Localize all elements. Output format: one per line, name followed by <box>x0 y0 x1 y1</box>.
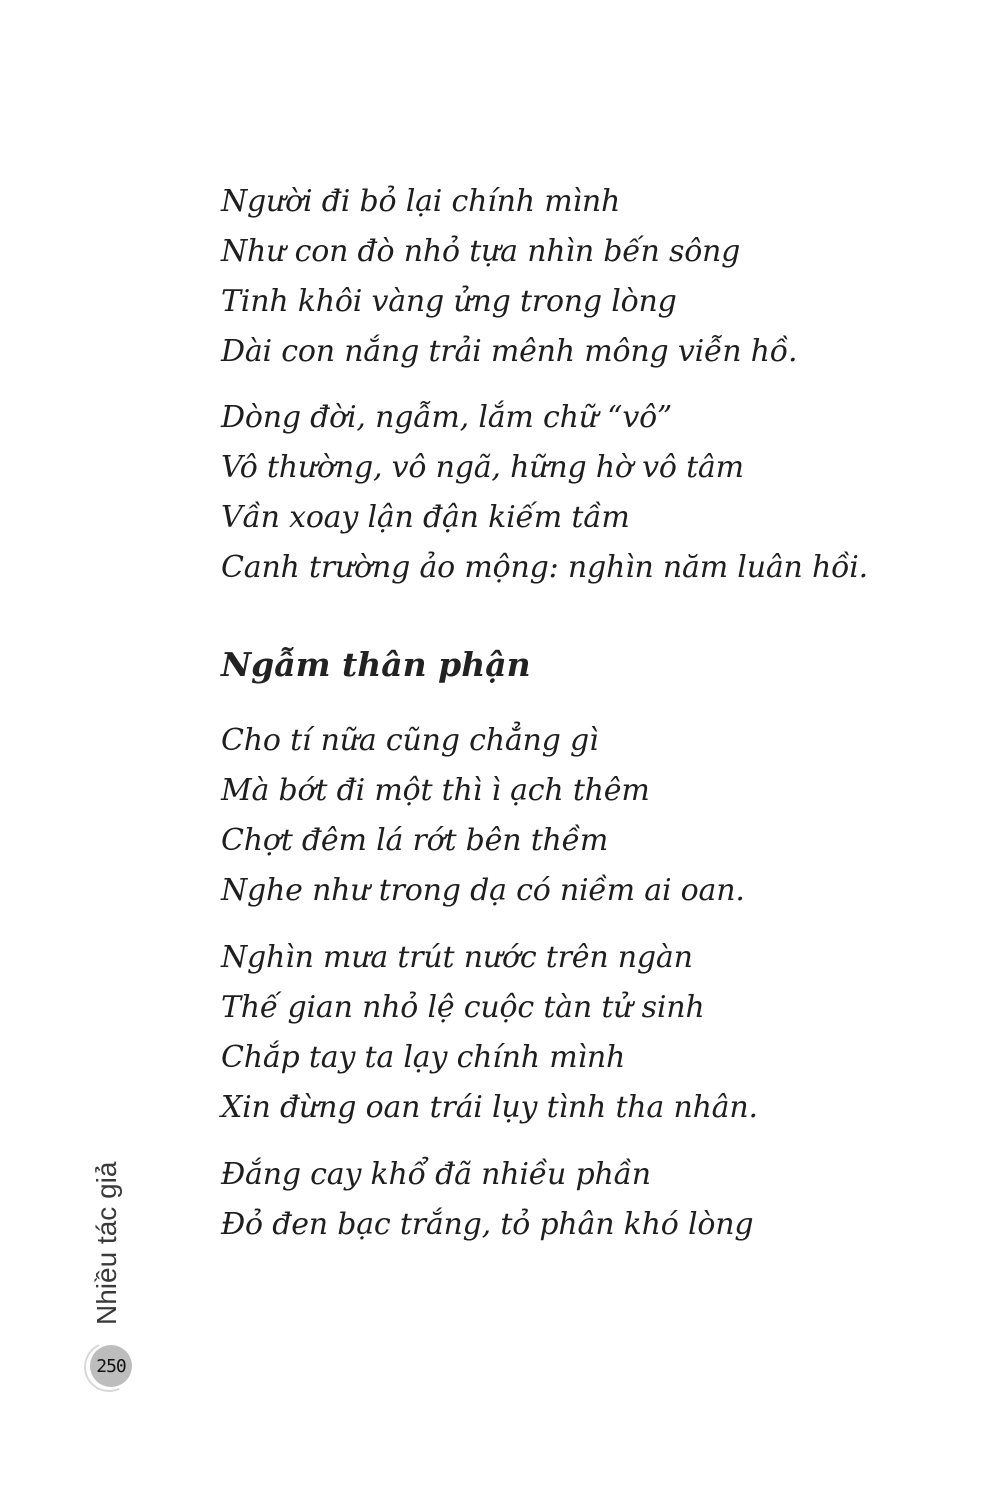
page-number-badge <box>84 1342 136 1394</box>
poem-line: Nghìn mưa trút nước trên ngàn <box>221 940 693 975</box>
stanza-3 <box>221 716 745 916</box>
poem-line: Đắng cay khổ đã nhiều phần <box>221 1157 651 1192</box>
poem-line: Vần xoay lận đận kiếm tầm <box>221 500 630 535</box>
poem-line: Tinh khôi vàng ửng trong lòng <box>221 284 677 319</box>
poem-line: Người đi bỏ lại chính mình <box>221 184 621 219</box>
poem-line: Nghe như trong dạ có niềm ai oan. <box>221 873 745 908</box>
stanza-5 <box>221 1150 753 1250</box>
page-number: 250 <box>96 1355 126 1377</box>
poem-line: Chắp tay ta lạy chính mình <box>221 1040 626 1075</box>
stanza-1 <box>221 177 797 377</box>
poem-line: Dòng đời, ngẫm, lắm chữ “vô” <box>221 400 673 435</box>
poem-line: Thế gian nhỏ lệ cuộc tàn tử sinh <box>221 990 705 1025</box>
running-header-author: Nhiều tác giả <box>91 1161 122 1325</box>
stanza-4 <box>221 933 758 1133</box>
poem-line: Xin đừng oan trái lụy tình tha nhân. <box>221 1090 758 1125</box>
poem-line: Mà bớt đi một thì ì ạch thêm <box>221 773 650 808</box>
poem-title: Ngẫm thân phận <box>221 645 531 684</box>
poem-line: Dài con nắng trải mênh mông viễn hồ. <box>221 334 798 369</box>
poem-line: Cho tí nữa cũng chẳng gì <box>221 723 599 758</box>
poem-line: Chợt đêm lá rớt bên thềm <box>221 823 609 858</box>
poem-line: Đỏ đen bạc trắng, tỏ phân khó lòng <box>221 1207 754 1242</box>
poem-line: Canh trường ảo mộng: nghìn năm luân hồi. <box>221 550 868 585</box>
poem-line: Vô thường, vô ngã, hững hờ vô tâm <box>221 450 744 485</box>
page-number-circle <box>90 1345 132 1387</box>
poem-line: Như con đò nhỏ tựa nhìn bến sông <box>221 234 741 269</box>
stanza-2 <box>221 393 868 593</box>
